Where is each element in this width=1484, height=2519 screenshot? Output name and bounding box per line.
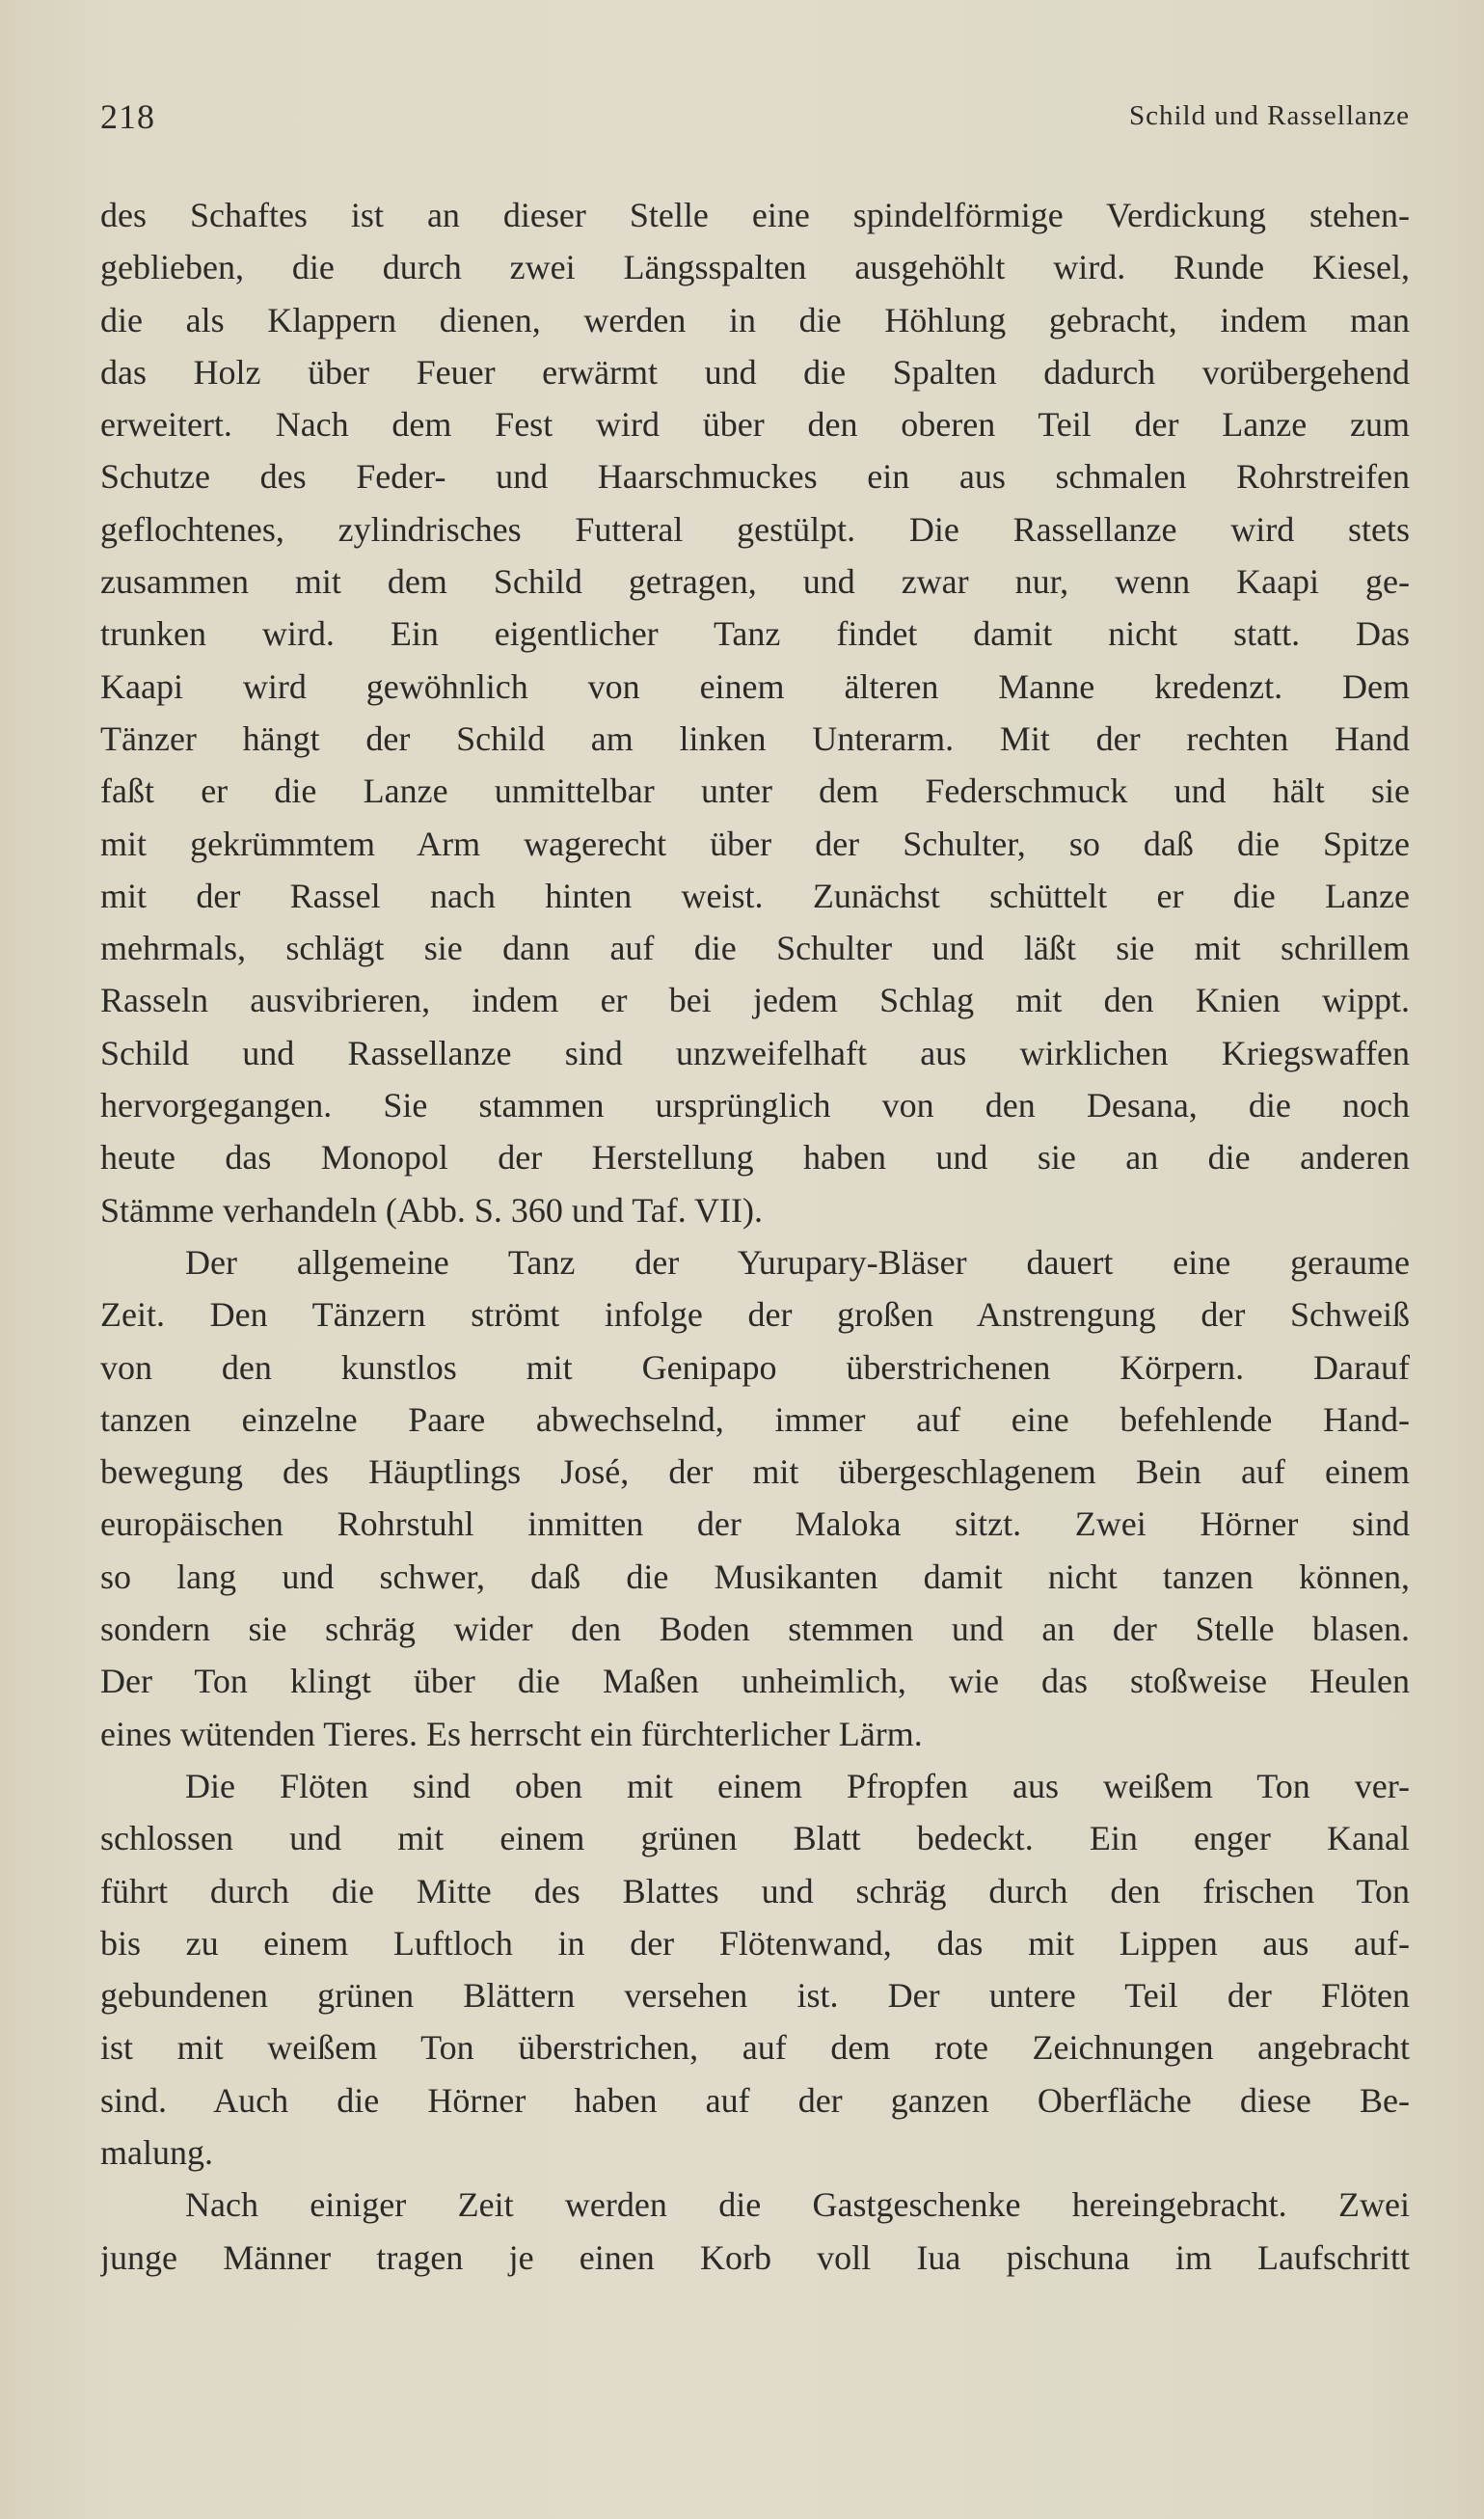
text-line: von den kunstlos mit Genipapo überstrichenen Körpern. Darauf [100, 1347, 1410, 1387]
text-line: schlossen und mit einem grünen Blatt bedeckt. Ein enger Kanal [100, 1819, 1410, 1858]
running-head [100, 96, 1410, 145]
text-line: faßt er die Lanze unmittelbar unter dem Federschmuck und hält sie [100, 772, 1410, 811]
text-line: mit gekrümmtem Arm wagerecht über der Schulter, so daß die Spitze [100, 824, 1410, 863]
text-line: gebundenen grünen Blättern versehen ist. Der untere Teil der Flöten [100, 1976, 1410, 2016]
text-line: so lang und schwer, daß die Musikanten damit nicht tanzen können, [100, 1557, 1410, 1596]
text-line: eines wütenden Tieres. Es herrscht ein fürchterlicher Lärm. [100, 1714, 923, 1753]
text-line: mehrmals, schlägt sie dann auf die Schulter und läßt sie mit schrillem [100, 929, 1410, 968]
text-line: sondern sie schräg wider den Boden stemmen und an der Stelle blasen. [100, 1610, 1410, 1649]
paragraph [100, 1760, 1410, 2179]
text-line: geblieben, die durch zwei Längsspalten ausgehöhlt wird. Runde Kiesel, [100, 248, 1410, 287]
text-line: sind. Auch die Hörner haben auf der ganzen Oberfläche diese Be- [100, 2080, 1410, 2120]
page-number: 218 [100, 97, 155, 136]
running-title: Schild und Rassellanze [1128, 100, 1410, 131]
text-line: hervorgegangen. Sie stammen ursprünglich von den Desana, die noch [100, 1086, 1410, 1125]
text-line: tanzen einzelne Paare abwechselnd, immer auf eine befehlende Hand- [100, 1399, 1410, 1439]
text-line: Stämme verhandeln (Abb. S. 360 und Taf. VII). [100, 1190, 764, 1230]
text-line: bewegung des Häuptlings José, der mit übergeschlagenem Bein auf einem [100, 1452, 1410, 1492]
text-line: Schild und Rassellanze sind unzweifelhaft aus wirklichen Kriegswaffen [100, 1033, 1410, 1072]
text-line: Zeit. Den Tänzern strömt infolge der großen Anstrengung der Schweiß [100, 1295, 1410, 1335]
text-line: Schutze des Feder- und Haarschmuckes ein aus schmalen Rohrstreifen [100, 457, 1410, 497]
text-line: das Holz über Feuer erwärmt und die Spalten dadurch vorübergehend [100, 352, 1410, 392]
text-line: Der Ton klingt über die Maßen unheimlich, wie das stoßweise Heulen [100, 1662, 1410, 1701]
text-line: Der allgemeine Tanz der Yurupary-Bläser dauert eine geraume [185, 1242, 1410, 1282]
text-line: trunken wird. Ein eigentlicher Tanz findet damit nicht statt. Das [100, 614, 1410, 654]
text-line: zusammen mit dem Schild getragen, und zwar nur, wenn Kaapi ge- [100, 562, 1410, 602]
text-line: erweitert. Nach dem Fest wird über den oberen Teil der Lanze zum [100, 405, 1410, 445]
body-text [100, 189, 1410, 2284]
text-line: Rasseln ausvibrieren, indem er bei jedem Schlag mit den Knien wippt. [100, 981, 1410, 1020]
text-line: die als Klappern dienen, werden in die Höhlung gebracht, indem man [100, 300, 1410, 339]
text-line: ist mit weißem Ton überstrichen, auf dem rote Zeichnungen angebracht [100, 2028, 1410, 2068]
text-line: junge Männer tragen je einen Korb voll Iua pischuna im Laufschritt [100, 2237, 1410, 2277]
paragraph [100, 189, 1410, 1236]
text-line: bis zu einem Luftloch in der Flötenwand, das mit Lippen aus auf- [100, 1923, 1410, 1963]
text-line: malung. [100, 2132, 213, 2172]
paragraph [100, 2179, 1410, 2284]
text-line: geflochtenes, zylindrisches Futteral gestülpt. Die Rassellanze wird stets [100, 509, 1410, 549]
text-line: europäischen Rohrstuhl inmitten der Maloka sitzt. Zwei Hörner sind [100, 1504, 1410, 1544]
paragraph [100, 1236, 1410, 1760]
text-line: Die Flöten sind oben mit einem Pfropfen aus weißem Ton ver- [185, 1766, 1410, 1805]
text-line: Kaapi wird gewöhnlich von einem älteren Manne kredenzt. Dem [100, 666, 1410, 706]
text-line: des Schaftes ist an dieser Stelle eine spindelförmige Verdickung stehen- [100, 196, 1410, 234]
text-line: mit der Rassel nach hinten weist. Zunächst schüttelt er die Lanze [100, 876, 1410, 915]
text-line: heute das Monopol der Herstellung haben und sie an die anderen [100, 1138, 1410, 1178]
text-line: Nach einiger Zeit werden die Gastgeschenke hereingebracht. Zwei [185, 2185, 1410, 2225]
text-line: Tänzer hängt der Schild am linken Unterarm. Mit der rechten Hand [100, 718, 1410, 758]
text-line: führt durch die Mitte des Blattes und schräg durch den frischen Ton [100, 1871, 1410, 1910]
